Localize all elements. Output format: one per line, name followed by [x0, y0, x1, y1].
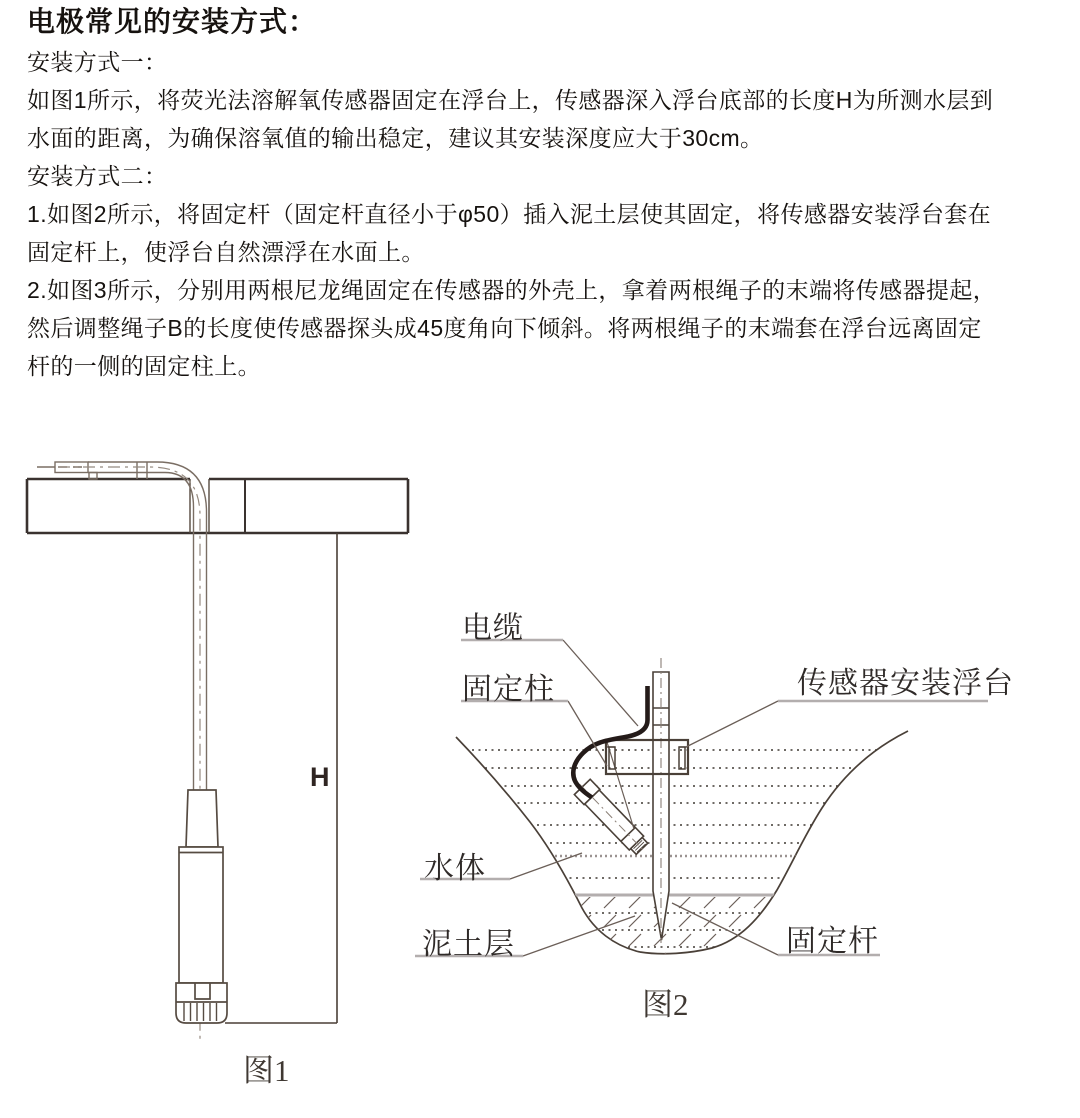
- paragraph-line: 安装方式二：: [27, 163, 168, 189]
- paragraph-line: 2.如图3所示，分别用两根尼龙绳固定在传感器的外壳上，拿着两根绳子的末端将传感器提起，: [27, 277, 997, 303]
- figure2-caption: 图2: [642, 987, 689, 1022]
- mud-layer-label: 泥土层: [422, 928, 515, 961]
- paragraph-line: 然后调整绳子B的长度使传感器探头成45度角向下倾斜。将两根绳子的末端套在浮台远离固定: [27, 315, 982, 341]
- figure1-caption: 图1: [243, 1053, 290, 1088]
- paragraph-line: 固定杆上，使浮台自然漂浮在水面上。: [27, 239, 425, 265]
- depth-dimension-label: H: [310, 762, 330, 792]
- water-body-label: 水体: [424, 852, 486, 885]
- page-title: 电极常见的安装方式：: [27, 6, 318, 37]
- sensor-float-label: 传感器安装浮台: [797, 667, 1014, 700]
- paragraph-line: 安装方式一：: [27, 49, 168, 75]
- paragraph-line: 水面的距离，为确保溶氧值的输出稳定，建议其安装深度应大于30cm。: [27, 125, 764, 151]
- paragraph-line: 1.如图2所示，将固定杆（固定杆直径小于φ50）插入泥土层使其固定，将传感器安装浮台套在: [27, 201, 992, 227]
- paragraph-line: 如图1所示，将荧光法溶解氧传感器固定在浮台上，传感器深入浮台底部的长度H为所测水层到: [27, 87, 994, 113]
- fixing-rod-label: 固定杆: [786, 925, 879, 958]
- fixing-post-label: 固定柱: [462, 673, 555, 706]
- figure1-drawing: [27, 462, 408, 1042]
- paragraph-line: 杆的一侧的固定柱上。: [27, 353, 261, 379]
- cable-label: 电缆: [462, 612, 524, 645]
